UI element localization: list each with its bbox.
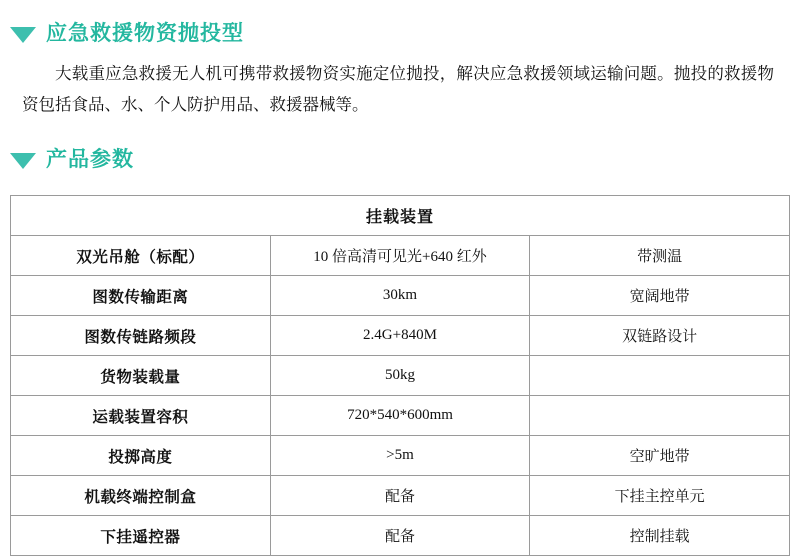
section-title-text: 产品参数 [46,148,134,172]
row-value: 720*540*600mm [270,396,530,436]
section-heading-product-params [10,148,800,171]
row-label: 图数传输距离 [11,276,271,316]
row-value: 配备 [270,476,530,516]
row-label: 投掷高度 [11,436,271,476]
table-row [11,356,790,396]
triangle-bullet-icon [10,27,36,43]
row-value: 2.4G+840M [270,316,530,356]
row-value: 50kg [270,356,530,396]
document-page [0,22,800,546]
row-label: 运载装置容积 [11,396,271,436]
row-note [530,396,790,436]
row-label: 图数传链路频段 [11,316,271,356]
row-label: 机载终端控制盒 [11,476,271,516]
row-note: 双链路设计 [530,316,790,356]
row-note [530,356,790,396]
row-note: 带测温 [530,236,790,276]
section-heading-rescue-drop [10,22,800,45]
table-row [11,276,790,316]
row-note: 空旷地带 [530,436,790,476]
section-paragraph: 大载重应急救援无人机可携带救援物资实施定位抛投，解决应急救援领域运输问题。抛投的救援物资包括食品、水、个人防护用品、救援器械等。 [22,64,774,114]
row-label: 下挂遥控器 [11,516,271,556]
table-row [11,436,790,476]
table-row [11,236,790,276]
spec-table-wrapper [10,195,790,556]
spec-table [10,195,790,556]
row-value: 10 倍高清可见光+640 红外 [270,236,530,276]
table-header-row [11,196,790,236]
row-value: >5m [270,436,530,476]
row-value: 配备 [270,516,530,556]
row-label: 双光吊舱（标配） [11,236,271,276]
row-value: 30km [270,276,530,316]
table-header-cell: 挂载装置 [11,196,790,236]
row-note: 控制挂载 [530,516,790,556]
row-label: 货物装载量 [11,356,271,396]
row-note: 下挂主控单元 [530,476,790,516]
section-title-text: 应急救援物资抛投型 [46,22,244,45]
triangle-bullet-icon [10,153,36,169]
table-row [11,396,790,436]
row-note: 宽阔地带 [530,276,790,316]
table-row [11,316,790,356]
table-row [11,516,790,556]
table-row [11,476,790,516]
